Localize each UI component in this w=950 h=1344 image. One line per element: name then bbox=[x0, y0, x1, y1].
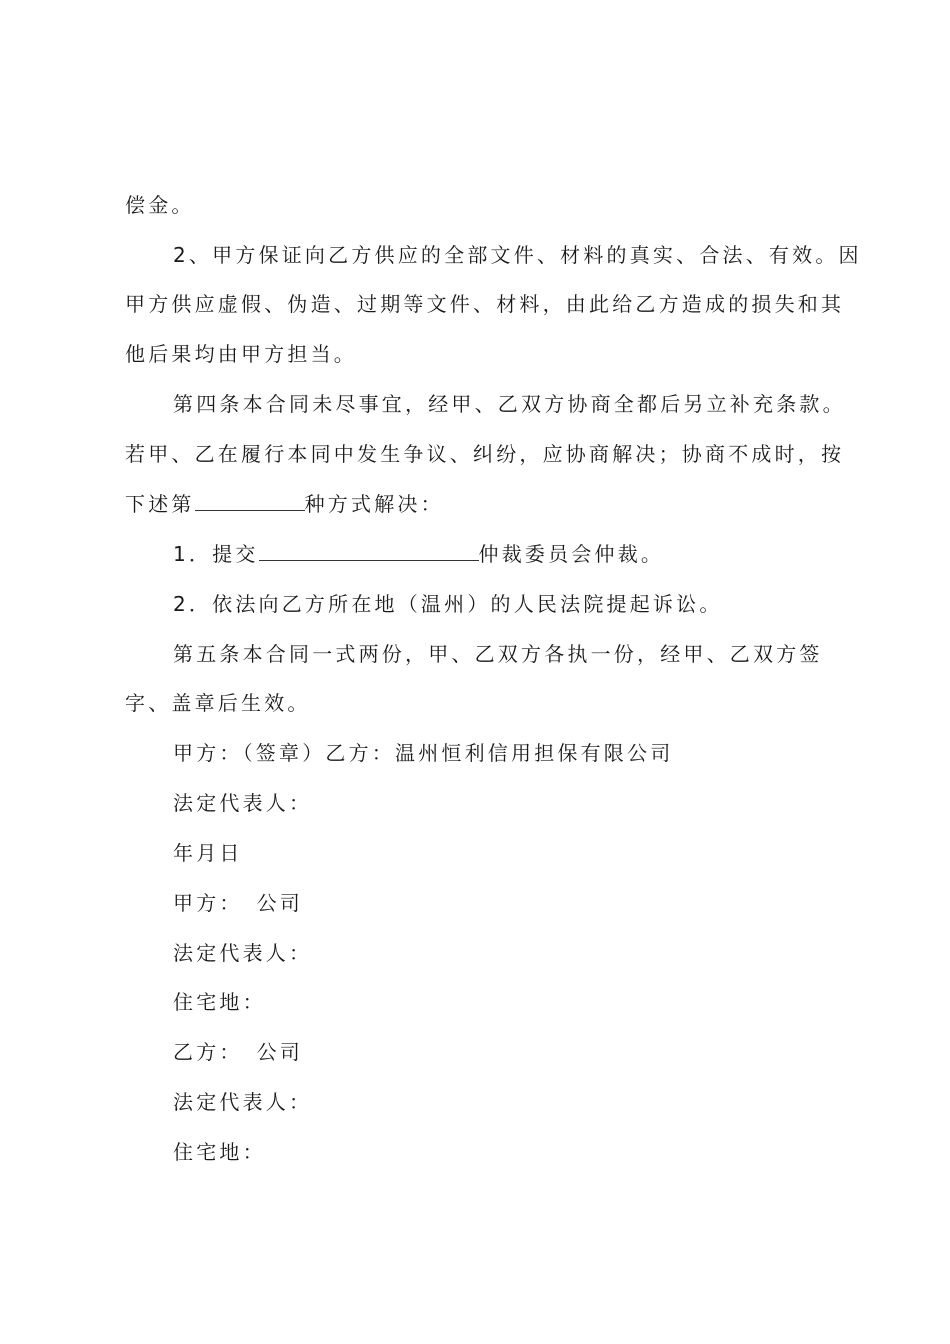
text-line-1: 偿金。 bbox=[125, 193, 195, 217]
text-segment: 公司 bbox=[256, 1040, 304, 1064]
text-line-10: 第五条本合同一式两份，甲、乙双方各执一份，经甲、乙双方签 bbox=[173, 642, 823, 666]
text-segment: 乙方： bbox=[173, 1040, 243, 1064]
text-line-7 bbox=[125, 489, 835, 519]
text-line-18 bbox=[173, 1037, 883, 1067]
text-line-16: 法定代表人： bbox=[173, 941, 313, 965]
text-line-9: 2．依法向乙方所在地（温州）的人民法院提起诉讼。 bbox=[173, 592, 723, 616]
text-line-13: 法定代表人： bbox=[173, 791, 313, 815]
text-line-8 bbox=[173, 539, 883, 569]
text-line-6: 若甲、乙在履行本同中发生争议、纠纷，应协商解决；协商不成时，按 bbox=[125, 442, 845, 466]
fill-in-blank bbox=[195, 490, 305, 511]
text-line-17: 住宅地： bbox=[173, 990, 266, 1014]
text-line-14: 年月日 bbox=[173, 841, 243, 865]
text-segment: 下述第 bbox=[125, 492, 195, 516]
text-segment: 公司 bbox=[256, 891, 304, 915]
text-line-2: 2、甲方保证向乙方供应的全部文件、材料的真实、合法、有效。因 bbox=[173, 243, 862, 267]
text-segment: 种方式解决： bbox=[304, 492, 444, 516]
text-segment: 仲裁委员会仲裁。 bbox=[478, 542, 665, 566]
text-line-12: 甲方：（签章）乙方：温州恒利信用担保有限公司 bbox=[173, 741, 674, 765]
text-line-3: 甲方供应虚假、伪造、过期等文件、材料，由此给乙方造成的损失和其 bbox=[125, 292, 845, 316]
text-line-5: 第四条本合同未尽事宜，经甲、乙双方协商全都后另立补充条款。 bbox=[173, 392, 846, 416]
text-line-19: 法定代表人： bbox=[173, 1090, 313, 1114]
text-segment: 甲方： bbox=[173, 891, 243, 915]
text-line-15 bbox=[173, 888, 883, 918]
fill-in-blank bbox=[259, 540, 479, 561]
text-line-20: 住宅地： bbox=[173, 1140, 266, 1164]
text-line-11: 字、盖章后生效。 bbox=[125, 691, 311, 715]
text-segment: 1．提交 bbox=[173, 542, 259, 566]
text-line-4: 他后果均由甲方担当。 bbox=[125, 342, 357, 366]
